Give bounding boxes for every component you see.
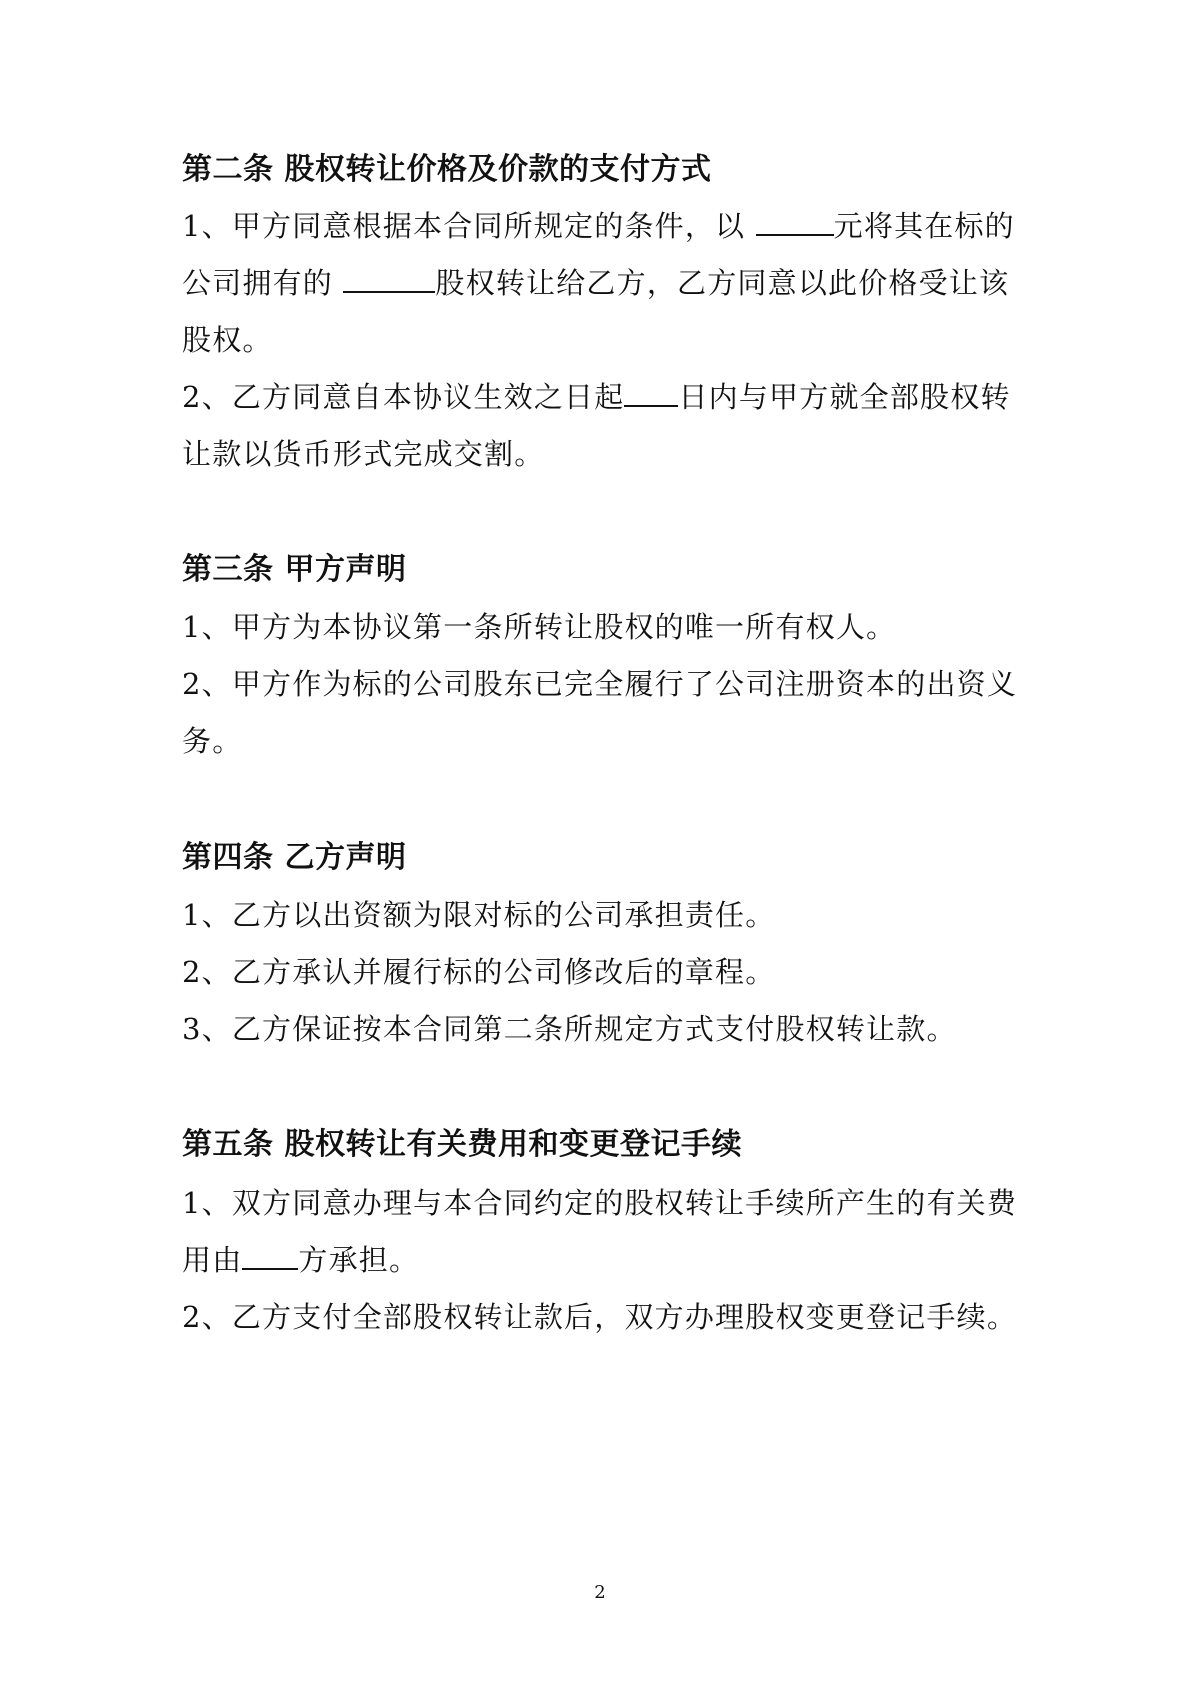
- text-segment: 2、乙方承认并履行标的公司修改后的章程。: [182, 955, 776, 989]
- page-number: 2: [594, 1582, 606, 1603]
- party-blank: [242, 1240, 298, 1270]
- text-segment: 用由: [182, 1243, 243, 1277]
- article-4-line-3: [182, 1009, 957, 1049]
- article-4-line-1: [182, 895, 775, 935]
- text-segment: 1、乙方以出资额为限对标的公司承担责任。: [182, 898, 776, 932]
- text-segment: 2、乙方同意自本协议生效之日起: [182, 380, 625, 414]
- text-segment: 1、甲方同意根据本合同所规定的条件，以: [182, 209, 756, 243]
- article-2-line-2: [182, 263, 1009, 303]
- article-4-line-2: [182, 952, 775, 992]
- text-segment: 方承担。: [298, 1243, 420, 1277]
- article-5-line-2: [182, 1240, 419, 1280]
- days-blank: [624, 377, 678, 407]
- text-segment: 让款以货币形式完成交割。: [182, 437, 545, 471]
- article-4-heading: 第四条 乙方声明: [182, 840, 407, 875]
- article-2-heading: 第二条 股权转让价格及价款的支付方式: [182, 152, 712, 187]
- text-segment: 3、乙方保证按本合同第二条所规定方式支付股权转让款。: [182, 1012, 957, 1046]
- article-5-line-1: [182, 1183, 1017, 1223]
- article-5-heading: 第五条 股权转让有关费用和变更登记手续: [182, 1127, 742, 1162]
- article-5-line-3: [182, 1297, 1017, 1337]
- text-segment: 2、甲方作为标的公司股东已完全履行了公司注册资本的出资义: [182, 667, 1018, 701]
- article-2-line-4: [182, 377, 1011, 417]
- text-segment: 2、乙方支付全部股权转让款后，双方办理股权变更登记手续。: [182, 1300, 1018, 1334]
- article-2-line-1: [182, 206, 1015, 246]
- price-blank: [756, 206, 834, 236]
- text-segment: 股权。: [182, 323, 273, 357]
- article-3-line-2: [182, 664, 1017, 704]
- share-blank: [343, 263, 435, 293]
- article-2-line-3: [182, 320, 273, 360]
- text-segment: 股权转让给乙方，乙方同意以此价格受让该: [435, 266, 1010, 300]
- article-3-heading: 第三条 甲方声明: [182, 552, 407, 587]
- text-segment: 务。: [182, 724, 243, 758]
- article-2-line-5: [182, 434, 544, 474]
- article-3-line-3: [182, 721, 242, 761]
- text-segment: 公司拥有的: [182, 266, 344, 300]
- text-segment: 日内与甲方就全部股权转: [678, 380, 1011, 414]
- article-3-line-1: [182, 607, 896, 647]
- text-segment: 元将其在标的: [833, 209, 1015, 243]
- text-segment: 1、双方同意办理与本合同约定的股权转让手续所产生的有关费: [182, 1186, 1018, 1220]
- text-segment: 1、甲方为本协议第一条所转让股权的唯一所有权人。: [182, 610, 897, 644]
